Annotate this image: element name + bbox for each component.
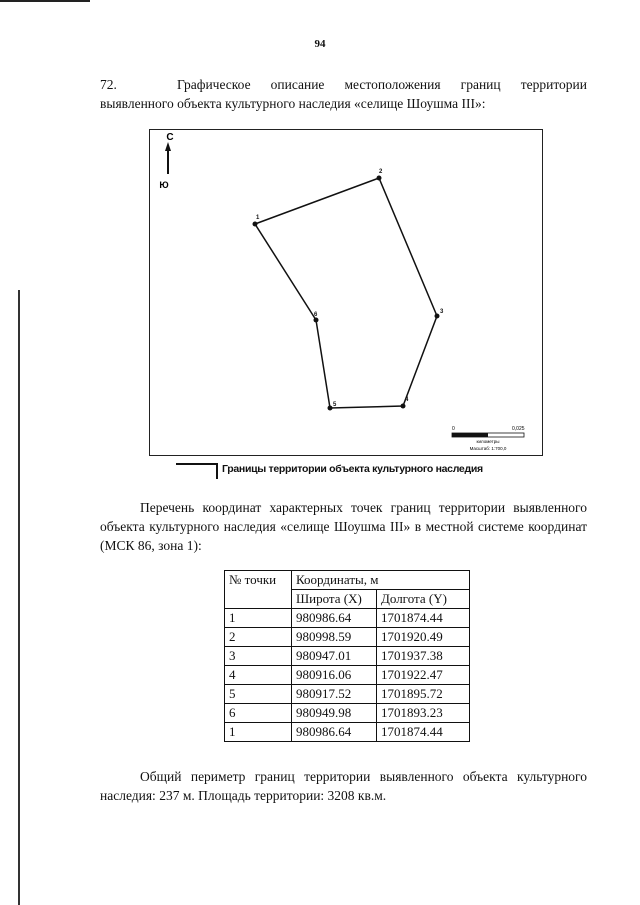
cell-point: 1 xyxy=(225,609,292,628)
cell-x: 980949.98 xyxy=(292,704,377,723)
header-point: № точки xyxy=(225,571,292,609)
left-margin-rule xyxy=(18,290,20,905)
legend-label: Границы территории объекта культурного наследия xyxy=(222,463,483,475)
point-label-6: 6 xyxy=(314,312,318,318)
legend-boundary-swatch xyxy=(176,463,218,479)
scale-start: 0 xyxy=(452,426,455,432)
coords-intro: Перечень координат характерных точек границ территории выявленного объекта культурного наследия «селище Шоушма III» в местной системе координат (МСК 86, зона 1): xyxy=(100,500,587,553)
section-heading xyxy=(100,75,587,113)
summary-paragraph: Общий периметр границ территории выявленного объекта культурного наследия: 237 м. Площадь территории: 3208 кв.м. xyxy=(100,769,587,803)
cell-point: 1 xyxy=(225,723,292,742)
table-row xyxy=(225,685,470,704)
south-label: Ю xyxy=(159,180,169,190)
boundary-map xyxy=(149,129,543,456)
boundary-point-2 xyxy=(377,176,382,181)
cell-x: 980947.01 xyxy=(292,647,377,666)
cell-y: 1701874.44 xyxy=(377,609,470,628)
section-number: 72. xyxy=(100,77,117,92)
cell-x: 980917.52 xyxy=(292,685,377,704)
cell-point: 4 xyxy=(225,666,292,685)
north-label: С xyxy=(166,132,174,143)
cell-x: 980916.06 xyxy=(292,666,377,685)
cell-x: 980998.59 xyxy=(292,628,377,647)
boundary-polygon xyxy=(255,178,437,408)
section-text: Графическое описание местоположения границ территории выявленного объекта культурного наследия «селище Шоушма III»: xyxy=(100,77,587,111)
point-label-3: 3 xyxy=(440,309,444,315)
boundary-point-6 xyxy=(314,318,319,323)
boundary-point-5 xyxy=(328,406,333,411)
table-header-row xyxy=(225,571,470,590)
boundary-point-1 xyxy=(253,222,258,227)
point-label-5: 5 xyxy=(333,402,337,408)
cell-y: 1701874.44 xyxy=(377,723,470,742)
boundary-point-4 xyxy=(401,404,406,409)
table-row xyxy=(225,628,470,647)
header-lat: Широта (X) xyxy=(292,590,377,609)
north-arrow-icon xyxy=(165,142,171,151)
boundary-point-3 xyxy=(435,314,440,319)
cell-point: 5 xyxy=(225,685,292,704)
page-number: 94 xyxy=(314,38,326,50)
scale-unit: километры xyxy=(476,439,500,444)
header-coords: Координаты, м xyxy=(292,571,470,590)
cell-point: 6 xyxy=(225,704,292,723)
cell-x: 980986.64 xyxy=(292,609,377,628)
cell-y: 1701920.49 xyxy=(377,628,470,647)
table-row xyxy=(225,609,470,628)
scale-ratio: Масштаб: 1:700,0 xyxy=(469,446,507,451)
cell-point: 2 xyxy=(225,628,292,647)
header-lon: Долгота (Y) xyxy=(377,590,470,609)
table-row xyxy=(225,666,470,685)
scale-bar xyxy=(452,426,525,451)
scale-end: 0,025 xyxy=(512,426,525,432)
cell-y: 1701937.38 xyxy=(377,647,470,666)
top-margin-rule xyxy=(0,0,90,2)
coordinates-table xyxy=(224,570,470,742)
point-label-2: 2 xyxy=(379,169,383,175)
cell-y: 1701895.72 xyxy=(377,685,470,704)
point-label-1: 1 xyxy=(256,215,260,221)
cell-point: 3 xyxy=(225,647,292,666)
table-row xyxy=(225,647,470,666)
cell-y: 1701893.23 xyxy=(377,704,470,723)
table-row xyxy=(225,704,470,723)
boundary-map-svg xyxy=(150,130,542,455)
cell-x: 980986.64 xyxy=(292,723,377,742)
cell-y: 1701922.47 xyxy=(377,666,470,685)
table-row xyxy=(225,723,470,742)
point-label-4: 4 xyxy=(405,397,409,403)
